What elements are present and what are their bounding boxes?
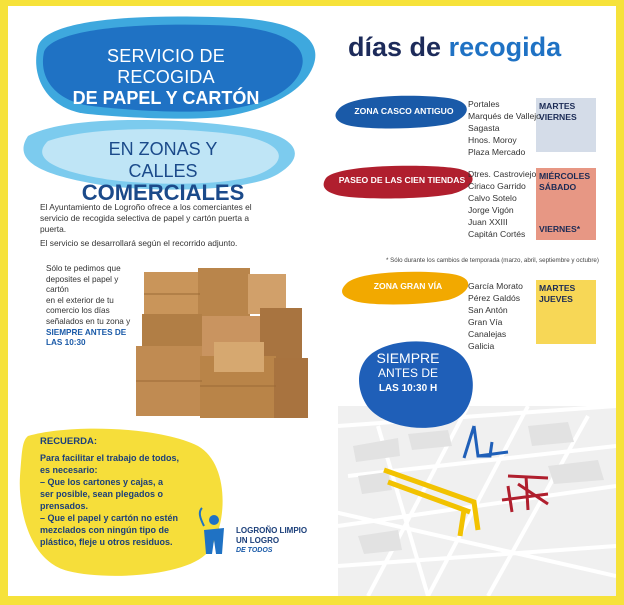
- ask-line: Sólo te pedimos que: [46, 264, 121, 273]
- intro-paragraph-2: El servicio se desarrollará según el recorrido adjunto.: [40, 238, 238, 248]
- day-item: JUEVES: [539, 294, 573, 304]
- schedule-title-part1: días de: [348, 32, 442, 62]
- ask-line: comercio los días: [46, 306, 110, 316]
- zone-streets-gran-via: [468, 280, 523, 352]
- intro-paragraph-1: El Ayuntamiento de Logroño ofrece a los comerciantes el servicio de recogida selectiva de papel y cartón puerta a puerta.: [40, 202, 252, 234]
- ask-highlight-line: LAS 10:30: [46, 338, 86, 348]
- street-item: San Antón: [468, 305, 508, 315]
- days-box-cien-tiendas: [536, 168, 596, 240]
- days-box-gran-via: [536, 280, 596, 344]
- logo-tagline: DE TODOS: [236, 547, 273, 554]
- remember-line: plástico, fleje u otros residuos.: [40, 537, 173, 547]
- ask-line: en el exterior de tu: [46, 295, 114, 305]
- street-item: Juan XXIII: [468, 217, 508, 227]
- remember-line: – Que los cartones y cajas, a: [40, 477, 164, 487]
- days-box-casco-antiguo: [536, 98, 596, 152]
- hero-title-line1: SERVICIO DE RECOGIDA: [107, 46, 225, 87]
- always-badge: [360, 351, 456, 396]
- street-item: Gran Vía: [468, 317, 503, 327]
- hero-subtitle-line2: COMERCIALES: [81, 180, 245, 205]
- remember-line: es necesario:: [40, 465, 98, 475]
- always-badge-line3: LAS 10:30 H: [378, 383, 438, 394]
- hero-subtitle-line1: EN ZONAS Y CALLES: [108, 139, 218, 181]
- ask-line: deposites el papel y cartón: [46, 274, 119, 295]
- day-item: MARTES: [539, 101, 576, 111]
- zone-label-cien-tiendas: PASEO DE LAS CIEN TIENDAS: [338, 175, 466, 185]
- schedule-title-part2: recogida: [448, 32, 562, 62]
- street-item: Plaza Mercado: [468, 147, 526, 157]
- day-item: SÁBADO: [539, 182, 577, 192]
- street-item: Jorge Vigón: [468, 205, 514, 215]
- street-item: Capitán Cortés: [468, 229, 526, 239]
- boxes-illustration: [136, 268, 308, 418]
- day-item: MIÉRCOLES: [539, 171, 591, 181]
- ask-line: señalados en tu zona y: [46, 316, 131, 326]
- hero-subtitle: [78, 138, 248, 204]
- brochure-page: [8, 6, 616, 596]
- street-item: Sagasta: [468, 123, 500, 133]
- hero-title-line2: DE PAPEL Y CARTÓN: [72, 88, 260, 108]
- street-item: García Morato: [468, 281, 523, 291]
- always-badge-line1: SIEMPRE: [376, 350, 440, 366]
- street-item: Hnos. Moroy: [468, 135, 517, 145]
- street-item: Canalejas: [468, 329, 507, 339]
- zone-streets-cien-tiendas: [468, 168, 536, 240]
- always-badge-line2: ANTES DE: [377, 366, 438, 380]
- remember-line: mezclados con ningún tipo de: [40, 525, 170, 535]
- zone-label-casco-antiguo: ZONA CASCO ANTIGUO: [354, 106, 454, 116]
- remember-line: Para facilitar el trabajo de todos,: [40, 453, 180, 463]
- street-item: Portales: [468, 99, 500, 109]
- day-item: MARTES: [539, 283, 576, 293]
- day-item: VIERNES: [539, 112, 577, 122]
- day-item-extra: VIERNES*: [539, 224, 581, 234]
- map-illustration: [308, 406, 616, 596]
- logo-line1: LOGROÑO LIMPIO: [236, 526, 308, 535]
- zone-streets-casco-antiguo: [468, 98, 541, 158]
- ask-paragraph: [46, 264, 141, 349]
- street-item: Galicia: [468, 341, 495, 351]
- hero-title: [56, 46, 276, 109]
- season-note: * Sólo durante los cambios de temporada (marzo, abril, septiembre y octubre): [386, 257, 599, 264]
- street-item: Dtres. Castroviejo: [468, 169, 537, 179]
- ask-highlight-line: SIEMPRE ANTES DE: [46, 327, 127, 337]
- logo-line2: UN LOGRO: [236, 536, 280, 545]
- schedule-title: [348, 32, 561, 63]
- street-item: Marqués de Vallejo: [468, 111, 541, 121]
- remember-line: ser posible, sean plegados o: [40, 489, 164, 499]
- zone-label-gran-via: ZONA GRAN VÍA: [373, 281, 443, 291]
- street-item: Calvo Sotelo: [468, 193, 517, 203]
- logo-text: [236, 526, 307, 556]
- remember-line: – Que el papel y cartón no estén: [40, 513, 179, 523]
- remember-section: [40, 436, 190, 548]
- street-item: Pérez Galdós: [468, 293, 521, 303]
- remember-line: prensados.: [40, 501, 89, 511]
- street-item: Ciriaco Garrido: [468, 181, 526, 191]
- remember-title: RECUERDA:: [40, 436, 97, 447]
